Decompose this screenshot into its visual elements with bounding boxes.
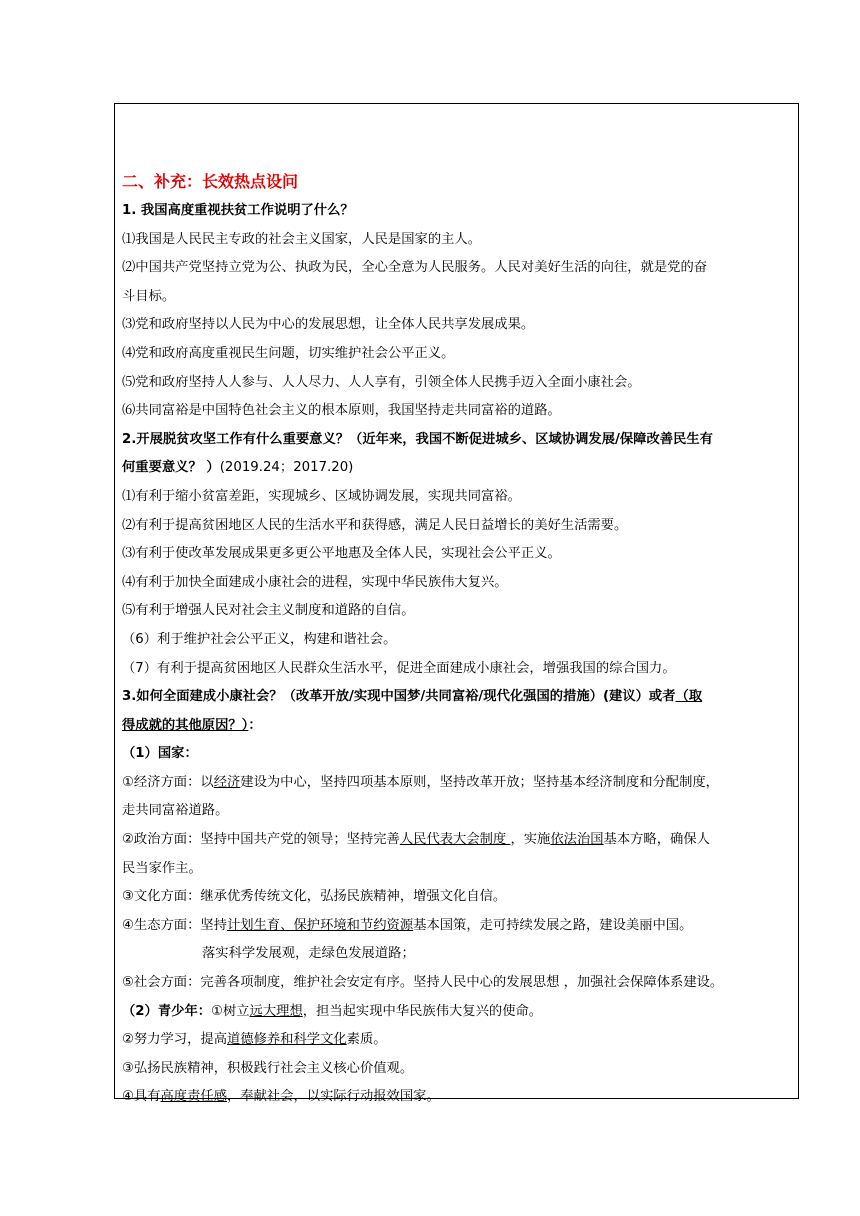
question-3-text: 3.如何全面建成小康社会？（改革开放/实现中国梦/共同富裕/现代化强国的措施）(建议）或者 bbox=[122, 689, 676, 705]
document-body bbox=[122, 167, 794, 1112]
section-title: 二、补充：长效热点设问 bbox=[122, 172, 299, 191]
youth-line4 bbox=[122, 1083, 794, 1112]
question-2-text: 何重要意义？ ） bbox=[122, 460, 220, 476]
politics-text: ，实施 bbox=[510, 832, 551, 848]
question-3-underline: （取 bbox=[675, 689, 703, 705]
q1-item: ⑸党和政府坚持人人参与、人人尽力、人人享有，引领全体人民携手迈入全面小康社会。 bbox=[122, 374, 641, 390]
politics-underline: 人民代表大会制度 bbox=[399, 832, 511, 848]
ecology-text: 基本国策，走可持续发展之路，建设美丽中国。 bbox=[413, 917, 693, 933]
ecology-underline: 计划生育、保护环境和节约资源 bbox=[227, 917, 414, 933]
youth-text: ，奉献社会，以实际行动报效国家。 bbox=[227, 1089, 440, 1105]
q2-item: （7）有利于提高贫困地区人民群众生活水平，促进全面建成小康社会，增强我国的综合国力。 bbox=[122, 660, 676, 676]
society-line: ⑤社会方面：完善各项制度，维护社会安定有序。坚持人民中心的发展思想 ，加强社会保障体系建设。 bbox=[122, 975, 724, 991]
q2-item: ⑶有利于使改革发展成果更多更公平地惠及全体人民，实现社会公平正义。 bbox=[122, 546, 561, 562]
politics-underline: 依法治国 bbox=[550, 832, 604, 848]
politics-text: ②政治方面：坚持中国共产党的领导；坚持完善 bbox=[122, 832, 400, 848]
youth-text: ①树立 bbox=[211, 1003, 250, 1019]
q1-item: ⑴我国是人民民主专政的社会主义国家，人民是国家的主人。 bbox=[122, 231, 482, 247]
ecology-text: ④生态方面：坚持 bbox=[122, 917, 227, 933]
q2-item: ⑷有利于加快全面建成小康社会的进程，实现中华民族伟大复兴。 bbox=[122, 574, 508, 590]
youth-line1 bbox=[122, 998, 794, 1027]
youth-underline: 远大理想 bbox=[249, 1003, 303, 1019]
q2-item: ⑴有利于缩小贫富差距，实现城乡、区域协调发展，实现共同富裕。 bbox=[122, 488, 521, 504]
ecology-line2: 落实科学发展观，走绿色发展道路； bbox=[202, 946, 415, 962]
economy-text: ①经济方面：以 bbox=[122, 774, 214, 790]
economy-line bbox=[122, 769, 794, 798]
question-2-years: (2019.24；2017.20) bbox=[219, 460, 354, 476]
q1-item: ⑶党和政府坚持以人民为中心的发展思想，让全体人民共享发展成果。 bbox=[122, 317, 535, 333]
q1-item: ⑹共同富裕是中国特色社会主义的根本原则，我国坚持走共同富裕的道路。 bbox=[122, 403, 561, 419]
question-3-line2 bbox=[122, 712, 794, 741]
youth-line3: ③弘扬民族精神，积极践行社会主义核心价值观。 bbox=[122, 1060, 414, 1076]
economy-underline: 经济 bbox=[213, 774, 241, 790]
politics-line bbox=[122, 826, 794, 855]
q2-item: ⑵有利于提高贫困地区人民的生活水平和获得感，满足人民日益增长的美好生活需要。 bbox=[122, 517, 628, 533]
economy-line2: 走共同富裕道路。 bbox=[122, 803, 229, 819]
ecology-line bbox=[122, 912, 794, 941]
question-3-underline: 得成就的其他原因？） bbox=[122, 717, 249, 733]
question-2-line2 bbox=[122, 454, 794, 483]
q1-item: 斗目标。 bbox=[122, 288, 176, 304]
culture-line: ③文化方面：继承优秀传统文化，弘扬民族精神，增强文化自信。 bbox=[122, 889, 507, 905]
q1-item: ⑷党和政府高度重视民生问题，切实维护社会公平正义。 bbox=[122, 345, 455, 361]
politics-text: 基本方略，确保人 bbox=[603, 832, 710, 848]
youth-text: ②努力学习，提高 bbox=[122, 1032, 227, 1048]
youth-heading: （2）青少年： bbox=[122, 1003, 212, 1019]
question-3-line1 bbox=[122, 683, 794, 712]
q1-item: ⑵中国共产党坚持立党为公、执政为民，全心全意为人民服务。人民对美好生活的向往，就是党的奋 bbox=[122, 260, 708, 276]
youth-text: ，担当起实现中华民族伟大复兴的使命。 bbox=[302, 1003, 543, 1019]
country-heading: （1）国家： bbox=[122, 746, 198, 762]
q2-item: ⑸有利于增强人民对社会主义制度和道路的自信。 bbox=[122, 603, 415, 619]
youth-underline: 高度责任感 bbox=[160, 1089, 227, 1105]
question-1: 1. 我国高度重视扶贫工作说明了什么？ bbox=[122, 203, 354, 218]
youth-text: ④具有 bbox=[122, 1089, 161, 1105]
youth-text: 素质。 bbox=[346, 1032, 387, 1048]
economy-text: 建设为中心，坚持四项基本原则，坚持改革开放；坚持基本经济制度和分配制度， bbox=[240, 774, 719, 790]
youth-line2 bbox=[122, 1026, 794, 1055]
q2-item: （6）利于维护社会公平正义，构建和谐社会。 bbox=[122, 631, 397, 647]
question-2-line1: 2.开展脱贫攻坚工作有什么重要意义？（近年来，我国不断促进城乡、区域协调发展/保障改善民生有 bbox=[122, 431, 713, 447]
politics-line2: 民当家作主。 bbox=[122, 860, 202, 876]
youth-underline: 道德修养和科学文化 bbox=[227, 1032, 347, 1048]
question-3-colon: ： bbox=[248, 717, 262, 733]
